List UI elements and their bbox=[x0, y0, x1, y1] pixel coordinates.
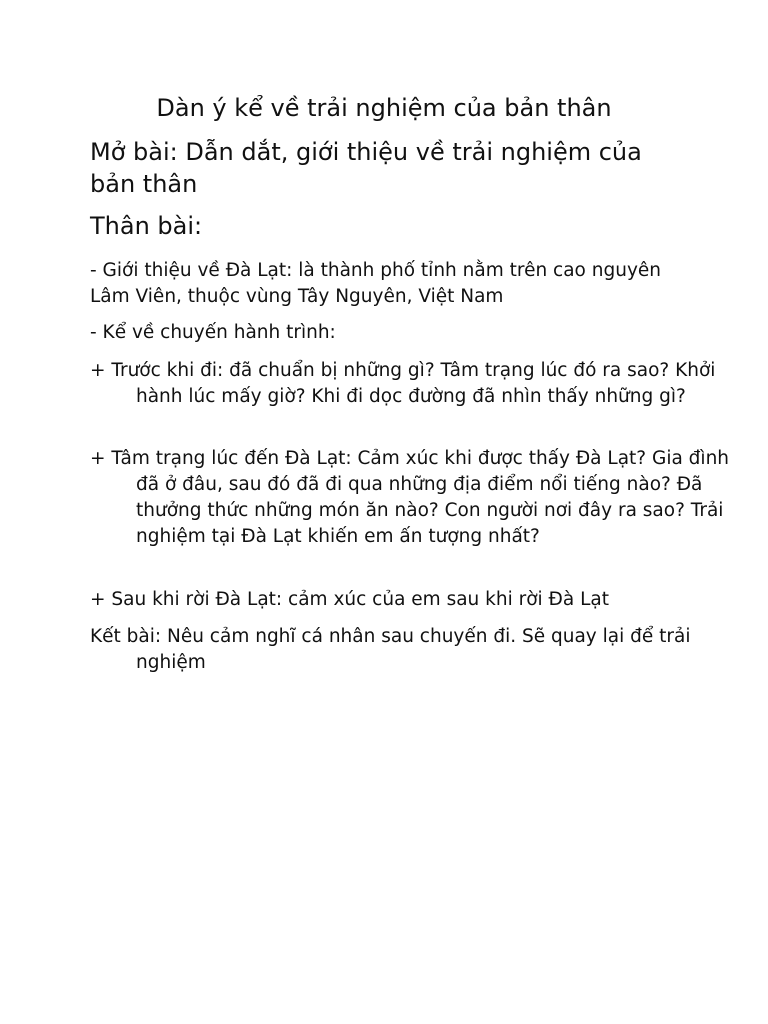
body-point-before-trip: + Trước khi đi: đã chuẩn bị những gì? Tâm trạng lúc đó ra sao? Khởi hành lúc mấy giờ? Khi đi dọc đường đã nhìn thấy những gì? bbox=[90, 360, 716, 407]
body-point-journey: - Kể về chuyến hành trình: bbox=[90, 322, 336, 343]
document-title: Dàn ý kể về trải nghiệm của bản thân bbox=[156, 94, 612, 122]
conclusion-paragraph: Kết bài: Nêu cảm nghĩ cá nhân sau chuyến đi. Sẽ quay lại để trải nghiệm bbox=[90, 626, 691, 673]
body-heading: Thân bài: bbox=[90, 212, 203, 240]
body-point-after-trip: + Sau khi rời Đà Lạt: cảm xúc của em sau khi rời Đà Lạt bbox=[90, 589, 610, 610]
body-point-arrival: + Tâm trạng lúc đến Đà Lạt: Cảm xúc khi được thấy Đà Lạt? Gia đình đã ở đâu, sau đó đã đi qua những địa điểm nổi tiếng nào? Đã thưởng thức những món ăn nào? Con người nơi đây ra sao? Trải nghiệm tại Đà Lạt khiến em ấn tượng nhất? bbox=[90, 448, 730, 547]
body-point-intro-dalat: - Giới thiệu về Đà Lạt: là thành phố tỉnh nằm trên cao nguyên Lâm Viên, thuộc vùng Tây Nguyên, Việt Nam bbox=[90, 260, 662, 307]
intro-paragraph: Mở bài: Dẫn dắt, giới thiệu về trải nghiệm của bản thân bbox=[90, 138, 642, 198]
